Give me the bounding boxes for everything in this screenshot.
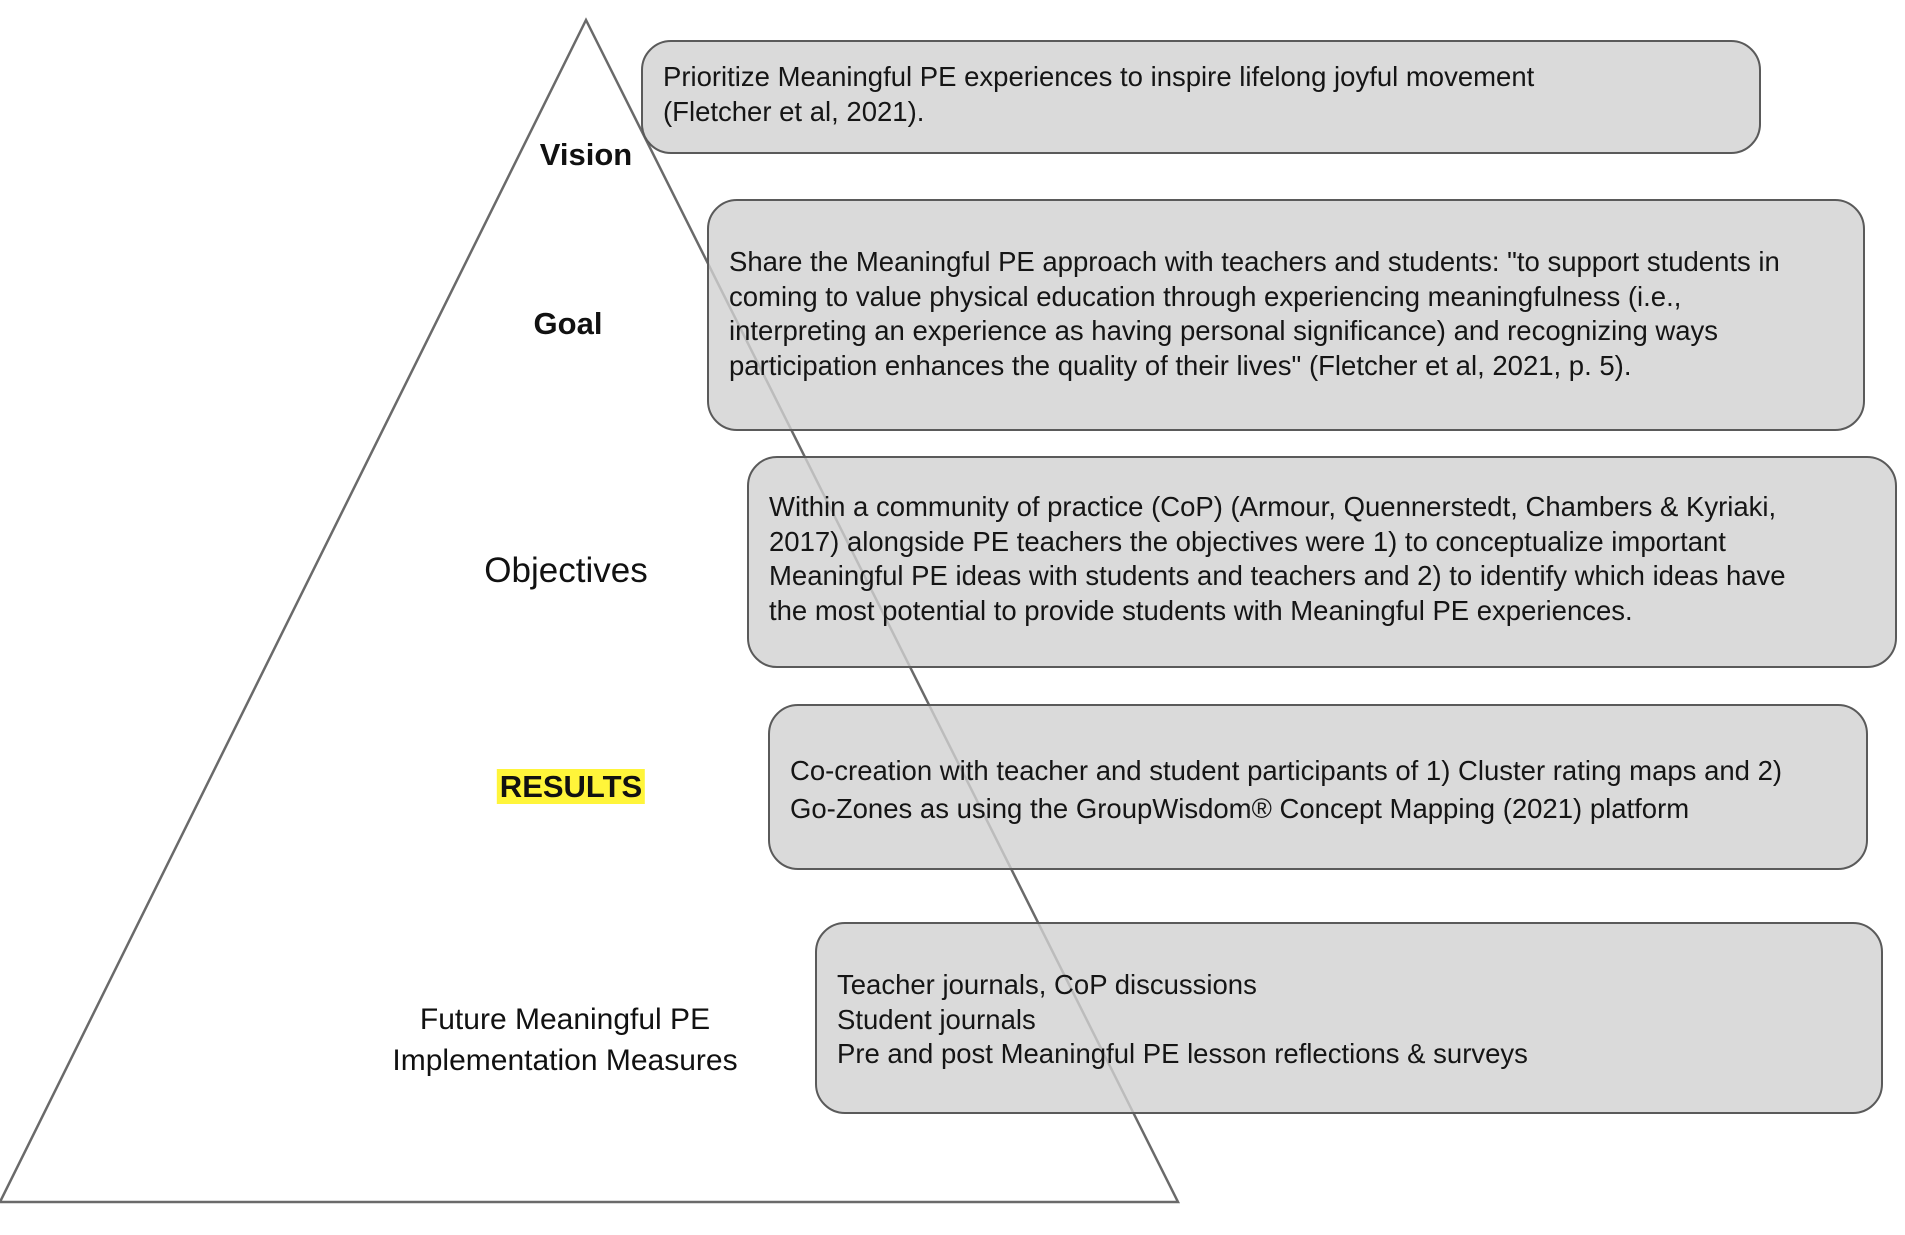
label-objectives: Objectives	[484, 551, 648, 590]
label-vision: Vision	[539, 137, 633, 172]
box-goal: Share the Meaningful PE approach with teachers and students: "to support students in coming to value physical education through experiencing meaningfulness (i.e., interpreting an experience as having personal significance) and recognizing ways participation enhances the quality of their lives" (Fletcher et al, 2021, p. 5).	[707, 199, 1865, 431]
label-results	[497, 766, 645, 808]
box-vision: Prioritize Meaningful PE experiences to inspire lifelong joyful movement (Fletcher et al, 2021).	[641, 40, 1761, 154]
label-goal: Goal	[533, 306, 603, 341]
box-results: Co-creation with teacher and student participants of 1) Cluster rating maps and 2) Go-Zones as using the GroupWisdom® Concept Mapping (2021) platform	[768, 704, 1868, 870]
label-future-measures: Future Meaningful PE Implementation Measures	[392, 1003, 738, 1077]
box-objectives: Within a community of practice (CoP) (Armour, Quennerstedt, Chambers & Kyriaki, 2017) alongside PE teachers the objectives were 1) to conceptualize important Meaningful PE ideas with students and teachers and 2) to identify which ideas have the most potential to provide students with Meaningful PE experiences.	[747, 456, 1897, 668]
results-highlight: RESULTS	[497, 769, 645, 804]
box-future-measures: Teacher journals, CoP discussions Student journals Pre and post Meaningful PE lesson reflections & surveys	[815, 922, 1883, 1114]
